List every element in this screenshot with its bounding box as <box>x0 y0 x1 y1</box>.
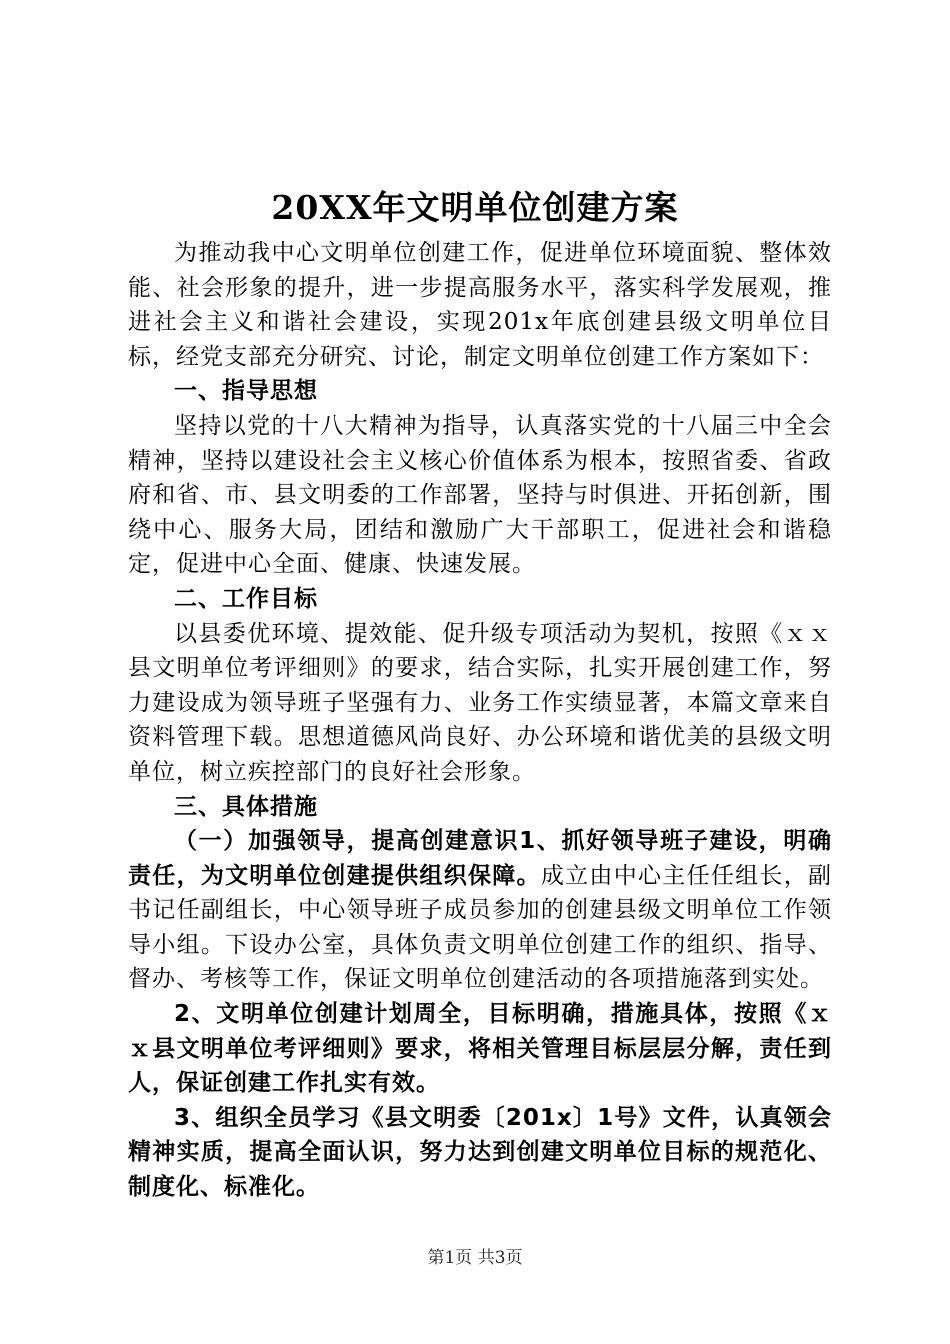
measure-item-1 <box>128 824 832 997</box>
measure-item-2: 2、文明单位创建计划周全，目标明确，措施具体，按照《ｘｘ县文明单位考评细则》要求，将相关管理目标层层分解，责任到人，保证创建工作扎实有效。 <box>128 1001 832 1097</box>
section-heading-work-goals: 二、工作目标 <box>174 585 318 612</box>
section-heading-measures: 三、具体措施 <box>174 793 318 820</box>
document-body <box>128 236 832 1205</box>
document-title: 20XX年文明单位创建方案 <box>271 188 679 227</box>
page-number-footer: 第1页 共3页 <box>427 1248 523 1268</box>
section-paragraph-guiding-ideology: 坚持以党的十八大精神为指导，认真落实党的十八届三中全会精神，坚持以建设社会主义核心价值体系为根本，按照省委、省政府和省、市、县文明委的工作部署，坚持与时俱进、开拓创新，围绕中心、服务大局，团结和激励广大干部职工，促进社会和谐稳定，促进中心全面、健康、快速发展。 <box>128 412 832 578</box>
section-paragraph-work-goals: 以县委优环境、提效能、促升级专项活动为契机，按照《ｘｘ县文明单位考评细则》的要求，结合实际，扎实开展创建工作，努力建设成为领导班子坚强有力、业务工作实绩显著，本篇文章来自资料管理下载。思想道德风尚良好、办公环境和谐优美的县级文明单位，树立疾控部门的良好社会形象。 <box>128 620 832 785</box>
intro-paragraph: 为推动我中心文明单位创建工作，促进单位环境面貌、整体效能、社会形象的提升，进一步提高服务水平，落实科学发展观，推进社会主义和谐社会建设，实现201x年底创建县级文明单位目标，经党支部充分研究、讨论，制定文明单位创建工作方案如下： <box>128 240 832 370</box>
measure-item-1-text: 成立由中心主任任组长，副书记任副组长，中心领导班子成员参加的创建县级文明单位工作领导小组。下设办公室，具体负责文明单位创建工作的组织、指导、督办、考核等工作，保证文明单位创建活动的各项措施落到实处。 <box>128 862 833 993</box>
section-heading-guiding-ideology: 一、指导思想 <box>174 378 318 405</box>
measure-item-1-bold: （一）加强领导，提高创建意识1、抓好领导班子建设，明确责任，为文明单位创建提供组织保障。 <box>128 828 832 889</box>
measure-item-3: 3、组织全员学习《县文明委〔201x〕1号》文件，认真领会精神实质，提高全面认识，努力达到创建文明单位目标的规范化、制度化、标准化。 <box>128 1104 832 1201</box>
